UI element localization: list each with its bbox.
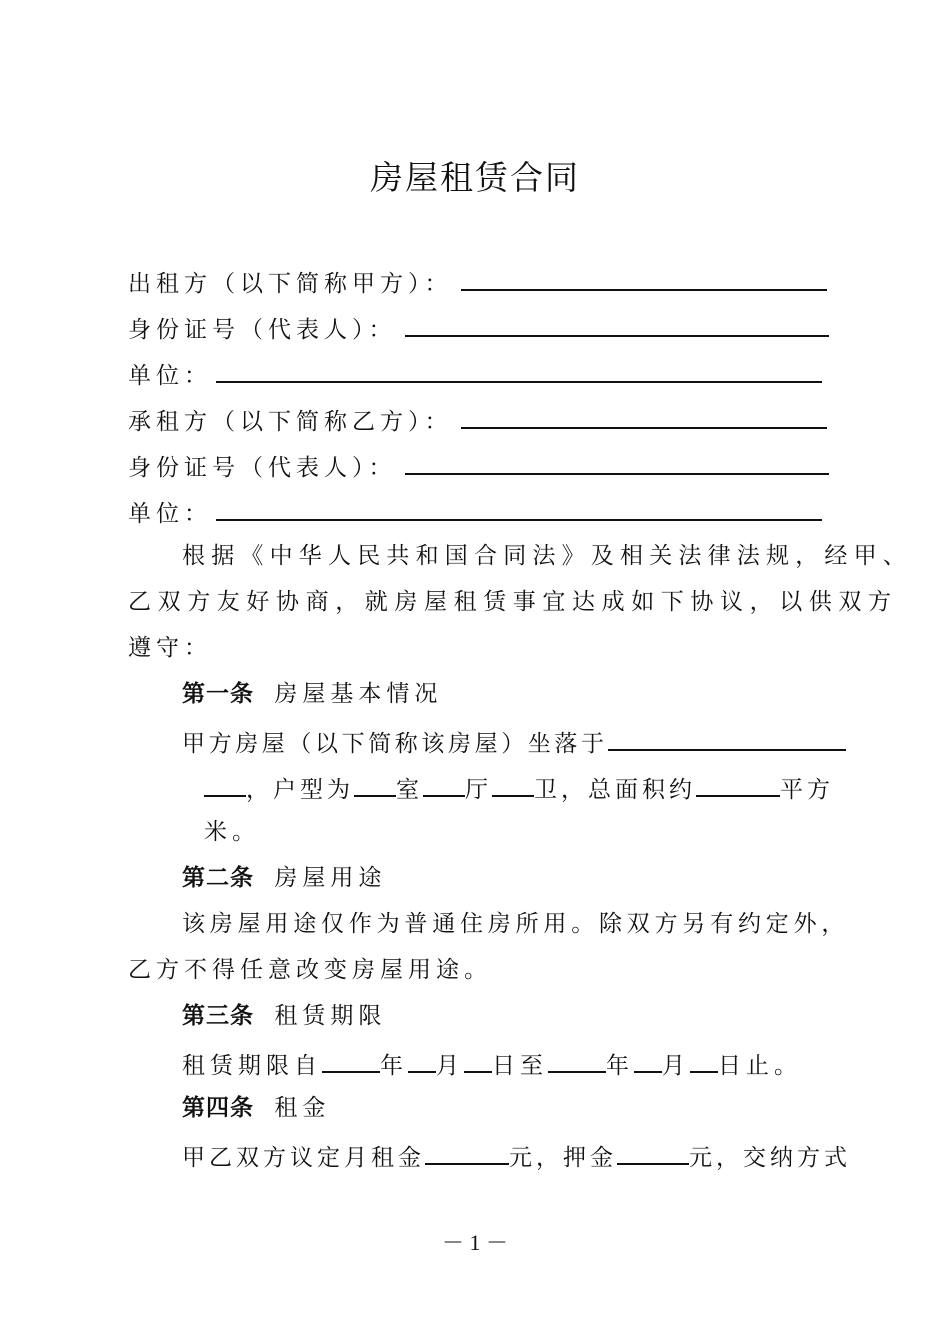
lessor-unit-blank[interactable] [216, 355, 822, 383]
article-3-title: 租赁期限 [274, 1003, 387, 1029]
article-1-title: 房屋基本情况 [274, 681, 443, 707]
preamble-line-2: 乙双方友好协商，就房屋租赁事宜达成如下协议，以供双方 [128, 589, 898, 615]
article-3-heading [182, 999, 386, 1033]
lessee-label: 承租方（以下简称乙方）： [128, 409, 453, 435]
article-1-number: 第一条 [182, 681, 254, 707]
lessor-id-blank[interactable] [405, 309, 829, 337]
start-year-blank[interactable] [322, 1045, 380, 1073]
article-3-term-line [182, 1045, 802, 1079]
payment-method-label: 元，交纳方式 [689, 1145, 851, 1171]
location-blank[interactable] [608, 723, 846, 751]
article-2-line-1: 该房屋用途仅作为普通住房所用。除双方另有约定外， [182, 911, 850, 937]
lessee-line [128, 401, 827, 435]
baths-blank[interactable] [492, 769, 534, 797]
monthly-rent-blank[interactable] [425, 1137, 509, 1165]
article-2-title: 房屋用途 [274, 865, 387, 891]
lessor-unit-line [128, 355, 822, 389]
end-month-blank[interactable] [634, 1045, 662, 1073]
end-day-unit: 日止。 [718, 1053, 802, 1079]
article-4-title: 租金 [274, 1095, 331, 1121]
location-label: 甲方房屋（以下简称该房屋）坐落于 [182, 731, 608, 757]
rooms-blank[interactable] [354, 769, 396, 797]
article-1-layout-line [204, 769, 834, 803]
term-prefix: 租赁期限自 [182, 1053, 322, 1079]
article-1-heading [182, 677, 442, 711]
lessee-unit-blank[interactable] [216, 493, 822, 521]
article-4-number: 第四条 [182, 1095, 254, 1121]
start-day-blank[interactable] [464, 1045, 492, 1073]
document-title: 房屋租赁合同 [370, 158, 580, 197]
lessee-name-blank[interactable] [461, 401, 827, 429]
lessor-name-blank[interactable] [461, 263, 827, 291]
start-month-blank[interactable] [408, 1045, 436, 1073]
area-blank[interactable] [696, 769, 780, 797]
deposit-label: 元，押金 [509, 1145, 617, 1171]
layout-label: ，户型为 [246, 777, 354, 803]
page-number: － 1 － [441, 1230, 508, 1255]
end-year-blank[interactable] [548, 1045, 606, 1073]
article-2-line-2: 乙方不得任意改变房屋用途。 [128, 957, 492, 983]
start-year-unit: 年 [380, 1053, 408, 1079]
lessor-unit-label: 单位： [128, 363, 212, 389]
article-4-rent-line [182, 1137, 851, 1171]
article-2-heading [182, 861, 386, 895]
end-month-unit: 月 [662, 1053, 690, 1079]
lessor-line [128, 263, 827, 297]
halls-blank[interactable] [423, 769, 465, 797]
lessee-id-line [128, 447, 829, 481]
lessor-id-line [128, 309, 829, 343]
article-2-number: 第二条 [182, 865, 254, 891]
article-1-location-line [182, 723, 846, 757]
bath-area-label: 卫，总面积约 [534, 777, 696, 803]
end-day-blank[interactable] [690, 1045, 718, 1073]
lessor-id-label: 身份证号（代表人）： [128, 317, 397, 343]
article-1-unit-end: 米。 [204, 819, 260, 845]
sqm-unit: 平方 [780, 777, 834, 803]
article-3-number: 第三条 [182, 1003, 254, 1029]
preamble-line-1: 根据《中华人民共和国合同法》及相关法律法规，经甲、 [182, 543, 912, 569]
article-4-heading [182, 1091, 330, 1125]
lessee-unit-line [128, 493, 822, 527]
room-unit: 室 [396, 777, 423, 803]
lessor-label: 出租方（以下简称甲方）： [128, 271, 453, 297]
lessee-id-label: 身份证号（代表人）： [128, 455, 397, 481]
rent-prefix: 甲乙双方议定月租金 [182, 1145, 425, 1171]
end-year-unit: 年 [606, 1053, 634, 1079]
preamble-line-3: 遵守： [128, 635, 212, 661]
lessee-unit-label: 单位： [128, 501, 212, 527]
deposit-blank[interactable] [617, 1137, 689, 1165]
start-month-unit: 月 [436, 1053, 464, 1079]
lessee-id-blank[interactable] [405, 447, 829, 475]
hall-unit: 厅 [465, 777, 492, 803]
location-blank-cont[interactable] [204, 769, 246, 797]
start-day-unit: 日至 [492, 1053, 548, 1079]
